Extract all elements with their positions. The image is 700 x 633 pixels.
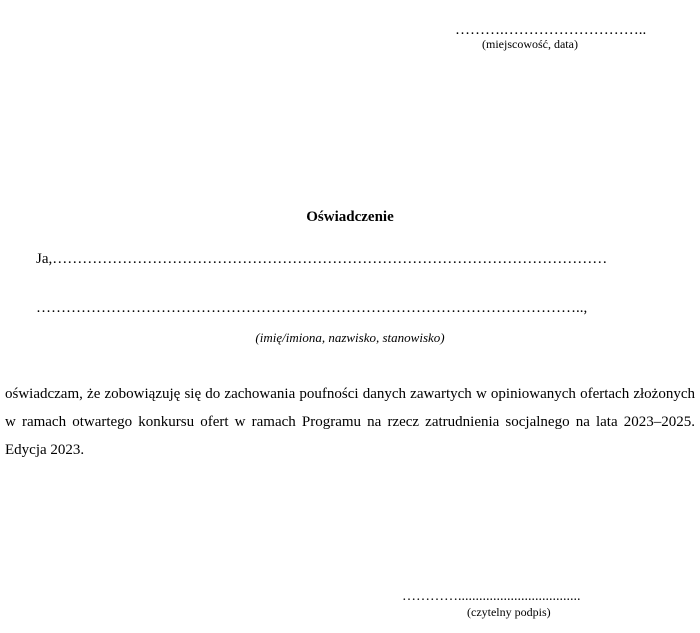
declaration-text: oświadczam, że zobowiązuję się do zachowania poufności danych zawartych w opiniowanych ofertach złożonych w ramach otwartego konkursu ofert w ramach Programu na rzecz zatrudnienia socjalnego na lata 2023–2025. Edycja 2023. (5, 386, 695, 458)
place-date-label: (miejscowość, data) (482, 37, 578, 51)
declarant-label: (imię/imiona, nazwisko, stanowisko) (255, 330, 445, 345)
document-title: Oświadczenie (306, 209, 394, 225)
signature-field: …………................................... (402, 589, 581, 604)
declarant-position-line: ……………………………………………………………………………………………….., (36, 300, 588, 316)
signature-label: (czytelny podpis) (467, 605, 551, 619)
declarant-name-line: Ja,………………………………………………………………………………………………… (36, 251, 608, 267)
place-date-field: ……….……………………….. (455, 22, 647, 38)
